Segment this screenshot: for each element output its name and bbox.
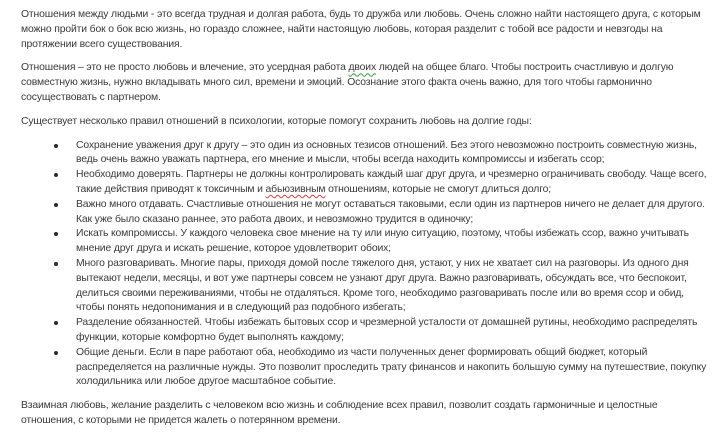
- list-item-respect: [54, 139, 711, 169]
- list-item-text: Общие деньги. Если в паре работают оба, необходимо из части полученных денег формировать общий бюджет, который распределяется на различные нужды. Это позволит проследить трату финансов и накопить большую сумму на путешествие, покупку холодильника или любое другое масштабное событие.: [76, 346, 707, 388]
- paragraph-rules-intro: Существует несколько правил отношений в психологии, которые помогут сохранить любовь на долгие годы:: [21, 115, 532, 127]
- paragraph-intro: Отношения между людьми - это всегда трудная и долгая работа, будь то дружба или любовь. Очень сложно найти настоящего друга, с которым можно пройти бок о бок всю жизнь, но гораздо сложнее, найти настоящую любовь, которая разделит с тобой все радости и невзгоды на протяжении всего существования.: [21, 9, 701, 50]
- list-item-text: Важно много отдавать. Счастливые отношения не могут оставаться таковыми, если один из партнеров ничего не делает для другого. Как уже было сказано раннее, это работа двоих, и невозможно трудится в одиночку;: [76, 198, 705, 225]
- list-item-money: [54, 346, 711, 390]
- grammar-flagged-word[interactable]: двоих: [348, 62, 377, 74]
- bullet-icon: [54, 203, 58, 207]
- list-item-text: Разделение обязанностей. Чтобы избежать бытовых ссор и чрезмерной усталости от домашней рутины, необходимо распределять функции, которые комфортно будет выполнять каждому;: [76, 317, 698, 343]
- list-item-talk: [54, 257, 711, 316]
- bullet-icon: [54, 321, 58, 325]
- paragraph-conclusion: Взаимная любовь, желание разделить с человеком всю жизнь и соблюдение всех правил, позволит создать гармоничные и целостные отношения, с которыми не придется жалеть о потерянном времени.: [21, 400, 658, 426]
- spelling-flagged-word[interactable]: абьюзивным: [265, 183, 326, 195]
- rules-list: [21, 139, 711, 391]
- bullet-icon: [54, 232, 58, 236]
- list-item-duties: [54, 316, 711, 346]
- text: людей на общее благо. Чтобы построить счастливую и долгую совместную жизнь, нужно вкладывать много сил, времени и эмоций. Осознание этого факта очень важно, для того чтобы гармонично сосуществовать с партнером.: [21, 62, 674, 103]
- list-item-give: [54, 198, 711, 228]
- list-item-text: отношениям, которые не смогут длиться долго;: [325, 183, 551, 195]
- bullet-icon: [54, 262, 58, 266]
- list-item-compromise: [54, 227, 711, 257]
- list-item-text: Искать компромиссы. У каждого человека свое мнение на ту или иную ситуацию, поэтому, чтобы избежать ссор, важно учитывать мнение друг друга и искать решение, которое удовлетворит обоих;: [76, 228, 689, 255]
- list-item-trust: [54, 168, 711, 198]
- list-item-text: Необходимо доверять. Партнеры не должны контролировать каждый шаг друг друга, и чрезмерно ограничивать свободу. Чаще всего, такие действия приводят к токсичным и: [76, 169, 707, 195]
- paragraph-effort: [21, 61, 711, 105]
- document-body: [21, 8, 711, 438]
- bullet-icon: [54, 173, 58, 177]
- text: Отношения – это не просто любовь и влечение, это усердная работа: [21, 62, 349, 74]
- bullet-icon: [54, 144, 58, 148]
- list-item-text: Много разговаривать. Многие пары, приходя домой после тяжелого дня, устают, у них не хватает сил на разговоры. Из одного дня вытекают недели, месяцы, и вот уже партнеры совсем не узнают друг друга. Важно разговаривать, обсуждать все, что беспокоит, делиться своими переживаниями, чтобы не отдаляться. Кроме того, необходимо разговаривать после или во время ссор и обид, чтобы понять недопонимания и в следующий раз подобного избегать;: [76, 257, 689, 314]
- list-item-text: Сохранение уважения друг к другу – это один из основных тезисов отношений. Без этого невозможно построить совместную жизнь, ведь очень важно уважать партнера, его мнение и мысли, чтобы всегда находить компромиссы и избегать ссор;: [76, 139, 697, 166]
- bullet-icon: [54, 351, 58, 355]
